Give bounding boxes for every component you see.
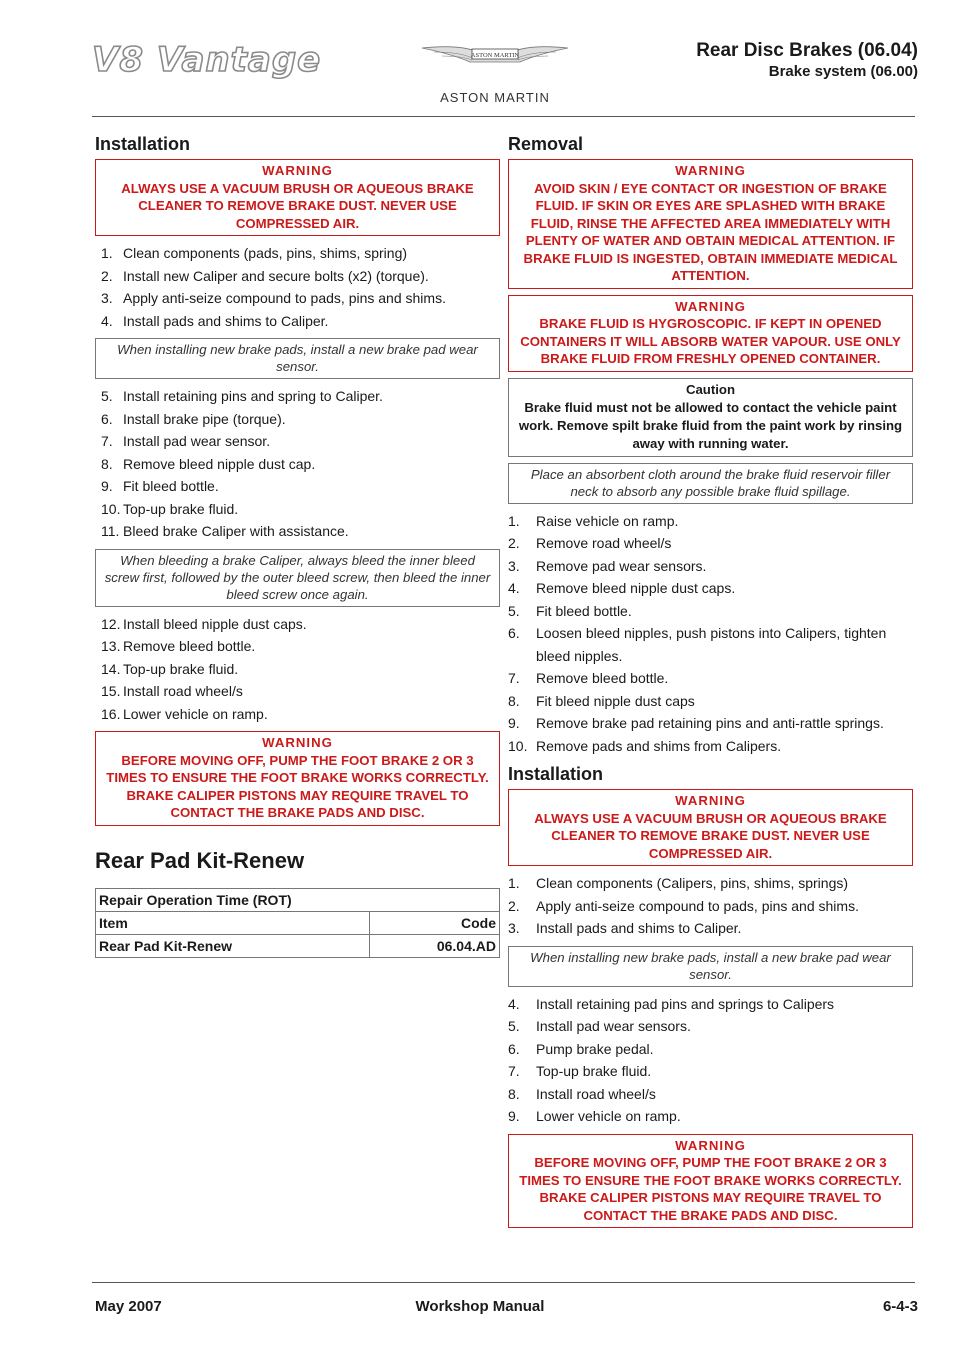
step-item [508, 1060, 913, 1083]
step-item [95, 453, 500, 476]
footer-rule [92, 1282, 915, 1283]
step-text: Clean components (Calipers, pins, shims, springs) [536, 875, 849, 891]
header-titles [696, 40, 918, 80]
step-number: 6. [101, 410, 113, 427]
step-text: Install pad wear sensor. [123, 433, 271, 449]
step-item [95, 498, 500, 521]
step-text: Clean components (pads, pins, shims, spring) [123, 245, 408, 261]
note-box: When installing new brake pads, install a new brake pad wear sensor. [508, 946, 913, 987]
step-text: Raise vehicle on ramp. [536, 512, 679, 529]
step-number: 8. [508, 692, 520, 709]
v8-vantage-logo: V8 Vantage [92, 40, 322, 80]
step-text: Install new Caliper and secure bolts (x2) (torque). [123, 267, 429, 284]
col-code-header: Code [370, 911, 500, 934]
step-number: 4. [508, 995, 520, 1012]
step-number: 1. [508, 512, 520, 529]
step-item [95, 475, 500, 498]
step-number: 4. [508, 580, 520, 596]
step-text: Remove pads and shims from Calipers. [536, 737, 782, 754]
step-item [95, 265, 500, 288]
step-text: Top-up brake fluid. [123, 660, 239, 677]
warning-title: WARNING [675, 163, 746, 178]
step-number: 10. [101, 500, 121, 517]
brand-name: ASTON MARTIN [440, 90, 550, 105]
step-text: Apply anti-seize compound to pads, pins and shims. [123, 290, 446, 306]
step-number: 1. [508, 875, 520, 891]
step-text: Install brake pipe (torque). [123, 410, 286, 427]
step-text: Pump brake pedal. [536, 1040, 654, 1057]
aston-martin-logo [420, 38, 570, 108]
step-item [508, 917, 913, 940]
step-text: Install pad wear sensors. [536, 1018, 691, 1034]
step-list [95, 242, 500, 332]
warning-text: BRAKE FLUID IS HYGROSCOPIC. IF KEPT IN OPENED CONTAINERS IT WILL ABSORB WATER VAPOUR. USE ONLY BRAKE FLUID FROM FRESHLY OPENED CONTAINER. [520, 316, 901, 366]
step-number: 3. [508, 920, 520, 936]
step-text: Remove brake pad retaining pins and anti-rattle springs. [536, 715, 884, 731]
step-item [95, 680, 500, 703]
step-number: 3. [101, 290, 113, 306]
step-number: 9. [101, 478, 113, 494]
step-number: 5. [508, 602, 520, 619]
col-item-header: Item [96, 911, 370, 934]
step-text: Install retaining pins and spring to Caliper. [123, 388, 383, 404]
step-item [508, 532, 913, 555]
table-row [96, 934, 500, 957]
step-item [508, 993, 913, 1016]
step-text: Loosen bleed nipples, push pistons into Calipers, tighten bleed nipples. [536, 625, 887, 664]
step-number: 8. [508, 1085, 520, 1102]
step-number: 11. [101, 523, 120, 539]
step-text: Install pads and shims to Caliper. [536, 920, 742, 936]
warning-text: BEFORE MOVING OFF, PUMP THE FOOT BRAKE 2 OR 3 TIMES TO ENSURE THE FOOT BRAKE WORKS CORRECTLY. BRAKE CALIPER PISTONS MAY REQUIRE TRAVEL TO CONTACT THE BRAKE PADS AND DISC. [519, 1155, 902, 1223]
step-item [508, 895, 913, 918]
page-header [0, 0, 960, 116]
step-item [508, 1038, 913, 1061]
warning-text: ALWAYS USE A VACUUM BRUSH OR AQUEOUS BRAKE CLEANER TO REMOVE BRAKE DUST. NEVER USE COMPRESSED AIR. [121, 180, 474, 231]
step-number: 7. [508, 670, 520, 686]
step-number: 6. [508, 1040, 520, 1057]
step-number: 2. [508, 897, 520, 914]
warning-title: WARNING [262, 163, 333, 178]
note-box: Place an absorbent cloth around the brake fluid reservoir filler neck to absorb any possible brake fluid spillage. [508, 463, 913, 504]
note-box: When installing new brake pads, install a new brake pad wear sensor. [95, 338, 500, 379]
kit-renew-heading: Rear Pad Kit-Renew [95, 847, 305, 873]
rot-table [95, 888, 500, 958]
step-item [95, 635, 500, 658]
step-number: 7. [508, 1063, 520, 1079]
step-list [508, 510, 913, 758]
step-text: Install bleed nipple dust caps. [123, 615, 307, 632]
warning-text: BEFORE MOVING OFF, PUMP THE FOOT BRAKE 2 OR 3 TIMES TO ENSURE THE FOOT BRAKE WORKS CORRECTLY. BRAKE CALIPER PISTONS MAY REQUIRE TRAVEL TO CONTACT THE BRAKE PADS AND DISC. [106, 752, 489, 820]
step-number: 2. [101, 267, 113, 284]
step-number: 9. [508, 715, 520, 731]
step-item [508, 510, 913, 533]
step-text: Remove road wheel/s [536, 535, 672, 551]
header-rule [92, 116, 915, 117]
step-number: 14. [101, 660, 121, 677]
warning-text: ALWAYS USE A VACUUM BRUSH OR AQUEOUS BRAKE CLEANER TO REMOVE BRAKE DUST. NEVER USE COMPRESSED AIR. [534, 810, 887, 861]
footer-manual: Workshop Manual [415, 1298, 545, 1315]
step-item [95, 430, 500, 453]
step-text: Lower vehicle on ramp. [536, 1108, 681, 1124]
step-item [508, 555, 913, 578]
removal-heading: Removal [508, 134, 584, 154]
step-number: 1. [101, 245, 113, 261]
step-item [508, 872, 913, 895]
warning-box [508, 789, 913, 866]
step-item [508, 1105, 913, 1128]
rot-title: Repair Operation Time (ROT) [96, 888, 500, 911]
page-subtitle: Brake system (06.00) [768, 63, 918, 80]
installation-heading: Installation [95, 134, 191, 154]
step-list [95, 385, 500, 543]
step-item [508, 712, 913, 735]
step-text: Apply anti-seize compound to pads, pins and shims. [536, 897, 859, 914]
step-text: Top-up brake fluid. [123, 500, 239, 517]
warning-title: WARNING [675, 1137, 746, 1153]
step-number: 8. [101, 455, 113, 472]
step-number: 10. [508, 737, 528, 754]
row-code: 06.04.AD [370, 934, 500, 957]
step-item [95, 287, 500, 310]
step-number: 4. [101, 312, 113, 329]
step-text: Install pads and shims to Caliper. [123, 312, 329, 329]
step-item [508, 735, 913, 758]
caution-title: Caution [685, 381, 736, 397]
step-list [95, 613, 500, 726]
step-list [508, 872, 913, 940]
step-text: Remove pad wear sensors. [536, 557, 707, 574]
step-number: 13. [101, 638, 121, 654]
warning-box [508, 295, 913, 372]
step-number: 7. [101, 433, 113, 449]
step-list [508, 993, 913, 1128]
step-number: 12. [101, 615, 121, 632]
step-item [508, 667, 913, 690]
step-item [508, 600, 913, 623]
step-item [508, 690, 913, 713]
step-item [508, 577, 913, 600]
step-item [508, 622, 913, 667]
step-item [95, 310, 500, 333]
footer-date: May 2007 [95, 1298, 162, 1315]
row-item: Rear Pad Kit-Renew [96, 934, 370, 957]
step-text: Install road wheel/s [123, 683, 243, 699]
warning-title: WARNING [262, 735, 333, 750]
caution-text: Brake fluid must not be allowed to contact the vehicle paint work. Remove spilt brake fluid from the paint work by rinsing away with running water. [518, 399, 903, 451]
warning-box [508, 1134, 913, 1229]
step-text: Fit bleed nipple dust caps [536, 692, 695, 709]
step-item [508, 1015, 913, 1038]
step-number: 5. [508, 1018, 520, 1034]
step-number: 3. [508, 557, 520, 574]
warning-title: WARNING [675, 793, 746, 808]
step-text: Remove bleed nipple dust caps. [536, 580, 736, 596]
step-text: Install retaining pad pins and springs to Calipers [536, 995, 835, 1012]
step-item [95, 242, 500, 265]
step-text: Top-up brake fluid. [536, 1063, 652, 1079]
step-text: Remove bleed bottle. [123, 638, 256, 654]
step-text: Remove bleed nipple dust cap. [123, 455, 316, 472]
table-row [96, 911, 500, 934]
step-item [95, 703, 500, 726]
step-number: 2. [508, 535, 520, 551]
table-row [96, 888, 500, 911]
footer-page-number: 6-4-3 [882, 1298, 918, 1315]
step-number: 15. [101, 683, 121, 699]
step-item [95, 408, 500, 431]
step-text: Fit bleed bottle. [536, 602, 632, 619]
step-item [95, 385, 500, 408]
step-number: 6. [508, 625, 520, 641]
step-item [95, 613, 500, 636]
warning-box [95, 159, 500, 236]
step-number: 9. [508, 1108, 520, 1124]
warning-title: WARNING [675, 298, 746, 314]
step-number: 5. [101, 388, 113, 404]
caution-box [508, 378, 913, 457]
step-text: Install road wheel/s [536, 1085, 656, 1102]
step-text: Fit bleed bottle. [123, 478, 219, 494]
wings-icon [420, 38, 570, 82]
warning-box [95, 731, 500, 826]
left-column [95, 128, 500, 958]
step-text: Bleed brake Caliper with assistance. [123, 523, 349, 539]
badge-text: ASTON MARTIN [470, 52, 520, 59]
step-item [95, 520, 500, 543]
step-text: Remove bleed bottle. [536, 670, 669, 686]
page-title: Rear Disc Brakes (06.04) [696, 40, 918, 61]
note-box: When bleeding a brake Caliper, always bleed the inner bleed screw first, followed by the outer bleed screw, then bleed the inner bleed screw once again. [95, 549, 500, 607]
warning-text: AVOID SKIN / EYE CONTACT OR INGESTION OF BRAKE FLUID. IF SKIN OR EYES ARE SPLASHED WITH BRAKE FLUID, RINSE THE AFFECTED AREA IMMEDIATELY WITH PLENTY OF WATER AND OBTAIN MEDICAL ATTENTION. IF BRAKE FLUID IS INGESTED, OBTAIN IMMEDIATE MEDICAL ATTENTION. [523, 180, 898, 283]
step-number: 16. [101, 705, 121, 722]
right-column [508, 128, 913, 1234]
installation-heading: Installation [508, 764, 604, 784]
warning-box [508, 159, 913, 289]
step-text: Lower vehicle on ramp. [123, 705, 268, 722]
step-item [508, 1083, 913, 1106]
step-item [95, 658, 500, 681]
